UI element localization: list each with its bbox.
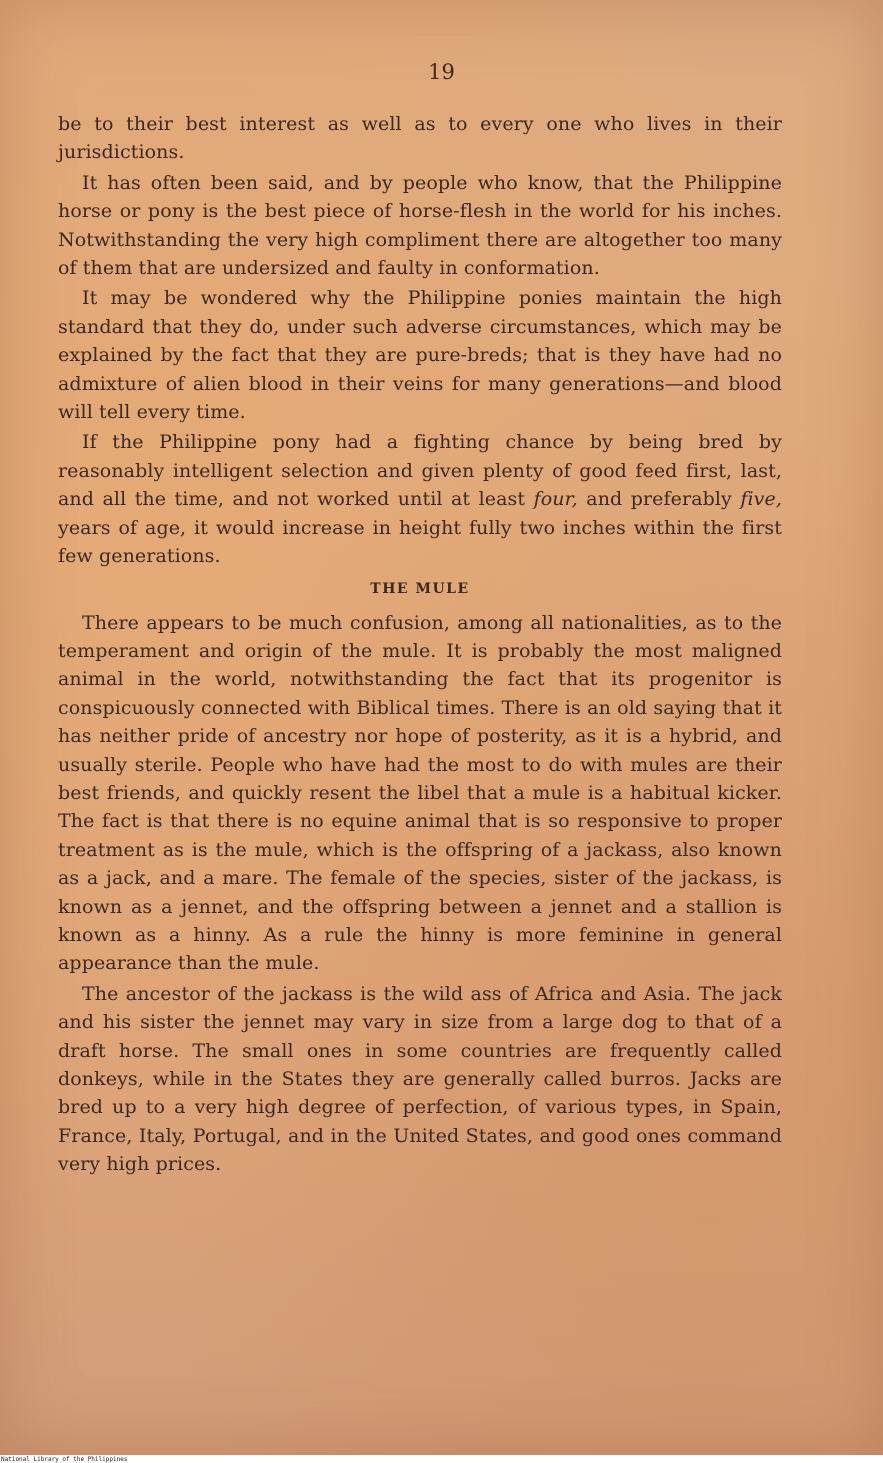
paragraph-text-segment: years of age, it would increase in height fully two inches within the first few generations. bbox=[58, 516, 782, 568]
page-body bbox=[58, 110, 782, 1181]
italic-word-four: four, bbox=[533, 488, 578, 511]
paragraph-jackass-ancestor: The ancestor of the jackass is the wild ass of Africa and Asia. The jack and his sister the jennet may vary in size from a large dog to that of a draft horse. The small ones in some countries are frequently called donkeys, while in the States they are generally called burros. Jacks are bred up to a very high degree of perfection, of various types, in Spain, France, Italy, Portugal, and in the United States, and good ones command very high prices. bbox=[58, 982, 782, 1176]
paragraph-philippine-horse: It has often been said, and by people who know, that the Philippine horse or pony is the best piece of horse-flesh in the world for his inches. Notwithstanding the very high compliment there are altogether too many of them that are undersized and faulty in conformation. bbox=[58, 171, 782, 280]
paragraph-fighting-chance bbox=[58, 428, 782, 570]
section-heading: THE MULE bbox=[370, 580, 470, 597]
library-credit: National Library of the Philippines bbox=[1, 1456, 128, 1463]
paragraph-pure-breds: It may be wondered why the Philippine ponies maintain the high standard that they do, under such adverse circumstances, which may be explained by the fact that they are pure-breds; that is they have had no admixture of alien blood in their veins for many generations—and blood will tell every time. bbox=[58, 287, 782, 424]
page-number: 19 bbox=[428, 60, 455, 84]
paragraph-text-segment: and preferably bbox=[577, 488, 741, 511]
paragraph-text-segment: If the Philippine pony had a fighting chance by being bred by reasonably intelligent selection and given plenty of good feed first, last, and all the time, and not worked until at least bbox=[58, 431, 782, 511]
paragraph-continuation: be to their best interest as well as to every one who lives in their jurisdictions. bbox=[58, 113, 782, 164]
paragraph-mule-confusion: There appears to be much confusion, among all nationalities, as to the temperament and origin of the mule. It is probably the most maligned animal in the world, notwithstanding the fact that its progenitor is conspicuously connected with Biblical times. There is an old saying that it has neither pride of ancestry nor hope of posterity, as it is a hybrid, and usually sterile. People who have had the most to do with mules are their best friends, and quickly resent the libel that a mule is a habitual kicker. The fact is that there is no equine animal that is so responsive to proper treatment as is the mule, which is the offspring of a jackass, also known as a jack, and a mare. The female of the species, sister of the jackass, is known as a jennet, and the offspring between a jennet and a stallion is known as a hinny. As a rule the hinny is more feminine in general appearance than the mule. bbox=[58, 611, 782, 975]
italic-word-five: five, bbox=[740, 488, 782, 511]
